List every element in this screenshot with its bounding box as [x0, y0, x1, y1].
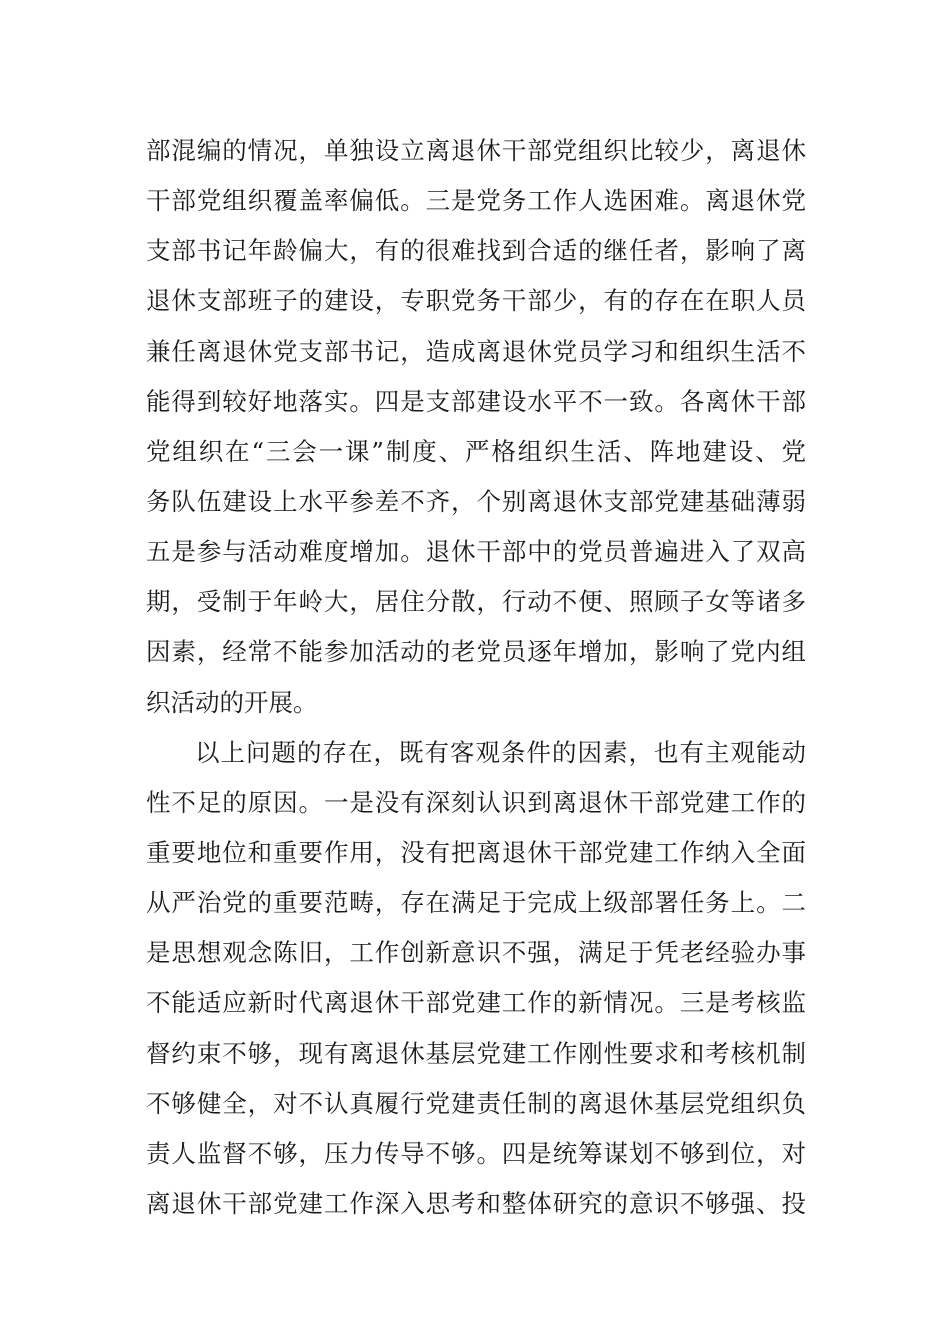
text-line: 部混编的情况，单独设立离退休干部党组织比较少，离退休 [146, 136, 806, 165]
text-line: 督约束不够，现有离退休基层党建工作刚性要求和考核机制 [146, 1038, 806, 1068]
text-line: 支部书记年龄偏大，有的很难找到合适的继任者，影响了离 [146, 236, 806, 266]
text-line: 干部党组织覆盖率偏低。三是党务工作人选困难。离退休党 [146, 186, 806, 216]
text-line: 退休支部班子的建设，专职党务干部少，有的存在在职人员 [146, 286, 806, 316]
text-line: 因素，经常不能参加活动的老党员逐年增加，影响了党内组 [146, 637, 806, 667]
paragraph-2 [146, 728, 806, 1229]
body-text [146, 126, 806, 1229]
text-line: 织活动的开展。 [146, 687, 318, 717]
text-line: 重要地位和重要作用，没有把离退休干部党建工作纳入全面 [146, 837, 806, 867]
text-line: 党组织在“三会一课”制度、严格组织生活、阵地建设、党 [146, 436, 806, 466]
paragraph-1 [146, 126, 806, 728]
text-line: 以上问题的存在，既有客观条件的因素，也有主观能动 [195, 737, 806, 767]
text-line: 离退休干部党建工作深入思考和整体研究的意识不够强、投 [146, 1188, 806, 1218]
text-line: 性不足的原因。一是没有深刻认识到离退休干部党建工作的 [146, 787, 806, 817]
text-line: 不够健全，对不认真履行党建责任制的离退休基层党组织负 [146, 1088, 806, 1118]
text-line: 责人监督不够，压力传导不够。四是统筹谋划不够到位，对 [146, 1138, 806, 1168]
text-line: 务队伍建设上水平参差不齐，个别离退休支部党建基础薄弱 [146, 486, 806, 516]
text-line: 是思想观念陈旧，工作创新意识不强，满足于凭老经验办事 [146, 938, 806, 968]
text-line: 从严治党的重要范畴，存在满足于完成上级部署任务上。二 [146, 888, 806, 918]
text-line: 五是参与活动难度增加。退休干部中的党员普遍进入了双高 [146, 537, 806, 567]
text-line: 能得到较好地落实。四是支部建设水平不一致。各离休干部 [146, 386, 806, 416]
text-line: 期，受制于年岭大，居住分散，行动不便、照顾子女等诸多 [146, 587, 806, 617]
text-line: 不能适应新时代离退休干部党建工作的新情况。三是考核监 [146, 988, 806, 1018]
text-line: 兼任离退休党支部书记，造成离退休党员学习和组织生活不 [146, 336, 806, 366]
